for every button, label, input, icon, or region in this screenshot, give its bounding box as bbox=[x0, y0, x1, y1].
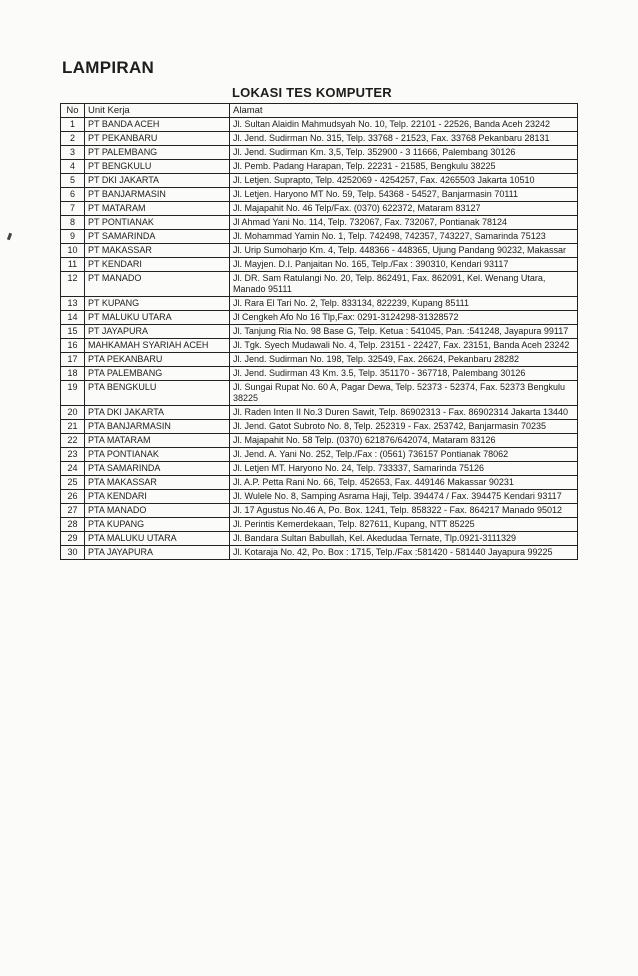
cell-no: 26 bbox=[61, 490, 85, 504]
table-row bbox=[61, 420, 578, 434]
table-row bbox=[61, 476, 578, 490]
cell-address: Jl. Rara El Tari No. 2, Telp. 833134, 822239, Kupang 85111 bbox=[230, 297, 578, 311]
cell-address: Jl. Jend. Sudirman No. 315, Telp. 33768 - 21523, Fax. 33768 Pekanbaru 28131 bbox=[230, 132, 578, 146]
cell-no: 30 bbox=[61, 546, 85, 560]
cell-no: 11 bbox=[61, 258, 85, 272]
cell-unit: PTA MATARAM bbox=[85, 434, 230, 448]
cell-no: 7 bbox=[61, 202, 85, 216]
table-row bbox=[61, 353, 578, 367]
cell-address: Jl. Urip Sumoharjo Km. 4, Telp. 448366 - 448365, Ujung Pandang 90232, Makassar bbox=[230, 244, 578, 258]
stray-mark bbox=[7, 233, 12, 241]
cell-no: 8 bbox=[61, 216, 85, 230]
column-header-unit: Unit Kerja bbox=[85, 104, 230, 118]
cell-address: Jl. Wulele No. 8, Samping Asrama Haji, Telp. 394474 / Fax. 394475 Kendari 93117 bbox=[230, 490, 578, 504]
cell-unit: PTA BENGKULU bbox=[85, 381, 230, 406]
table-header-row bbox=[61, 104, 578, 118]
cell-no: 15 bbox=[61, 325, 85, 339]
cell-unit: PTA PEKANBARU bbox=[85, 353, 230, 367]
cell-unit: PT MALUKU UTARA bbox=[85, 311, 230, 325]
table-row bbox=[61, 230, 578, 244]
cell-address: Jl. DR. Sam Ratulangi No. 20, Telp. 862491, Fax. 862091, Kel. Wenang Utara, Manado 95111 bbox=[230, 272, 578, 297]
cell-address: Jl. Jend. Sudirman No. 198, Telp. 32549, Fax. 26624, Pekanbaru 28282 bbox=[230, 353, 578, 367]
cell-no: 18 bbox=[61, 367, 85, 381]
location-table-container bbox=[60, 103, 577, 560]
cell-address: Jl. Tanjung Ria No. 98 Base G, Telp. Ketua : 541045, Pan. :541248, Jayapura 99117 bbox=[230, 325, 578, 339]
table-row bbox=[61, 462, 578, 476]
cell-unit: PT PEKANBARU bbox=[85, 132, 230, 146]
cell-address: Jl. Jend. Sudirman Km. 3,5, Telp. 352900 - 3 11666, Palembang 30126 bbox=[230, 146, 578, 160]
cell-unit: PT MATARAM bbox=[85, 202, 230, 216]
cell-unit: MAHKAMAH SYARIAH ACEH bbox=[85, 339, 230, 353]
table-row bbox=[61, 406, 578, 420]
cell-address: Jl Cengkeh Afo No 16 Tlp,Fax: 0291-3124298-31328572 bbox=[230, 311, 578, 325]
cell-no: 13 bbox=[61, 297, 85, 311]
cell-no: 28 bbox=[61, 518, 85, 532]
cell-unit: PT KENDARI bbox=[85, 258, 230, 272]
cell-no: 29 bbox=[61, 532, 85, 546]
table-row bbox=[61, 339, 578, 353]
cell-unit: PTA DKI JAKARTA bbox=[85, 406, 230, 420]
cell-no: 17 bbox=[61, 353, 85, 367]
cell-address: Jl. Majapahit No. 58 Telp. (0370) 621876/642074, Mataram 83126 bbox=[230, 434, 578, 448]
cell-address: Jl. Mohammad Yamin No. 1, Telp. 742498, 742357, 743227, Samarinda 75123 bbox=[230, 230, 578, 244]
cell-unit: PT JAYAPURA bbox=[85, 325, 230, 339]
table-row bbox=[61, 160, 578, 174]
table-row bbox=[61, 367, 578, 381]
cell-no: 2 bbox=[61, 132, 85, 146]
cell-unit: PT PONTIANAK bbox=[85, 216, 230, 230]
page-heading: LAMPIRAN bbox=[62, 58, 155, 77]
cell-no: 20 bbox=[61, 406, 85, 420]
table-row bbox=[61, 258, 578, 272]
cell-no: 25 bbox=[61, 476, 85, 490]
table-row bbox=[61, 216, 578, 230]
table-row bbox=[61, 448, 578, 462]
cell-unit: PT BENGKULU bbox=[85, 160, 230, 174]
cell-no: 24 bbox=[61, 462, 85, 476]
table-row bbox=[61, 202, 578, 216]
column-header-address: Alamat bbox=[230, 104, 578, 118]
table-row bbox=[61, 434, 578, 448]
cell-address: Jl. Letjen. Haryono MT No. 59, Telp. 54368 - 54527, Banjarmasin 70111 bbox=[230, 188, 578, 202]
cell-address: Jl. Kotaraja No. 42, Po. Box : 1715, Telp./Fax :581420 - 581440 Jayapura 99225 bbox=[230, 546, 578, 560]
cell-unit: PT MANADO bbox=[85, 272, 230, 297]
cell-address: Jl. Sungai Rupat No. 60 A, Pagar Dewa, Telp. 52373 - 52374, Fax. 52373 Bengkulu 38225 bbox=[230, 381, 578, 406]
table-row bbox=[61, 518, 578, 532]
table-title: LOKASI TES KOMPUTER bbox=[232, 85, 392, 100]
cell-unit: PTA PONTIANAK bbox=[85, 448, 230, 462]
cell-unit: PTA SAMARINDA bbox=[85, 462, 230, 476]
table-row bbox=[61, 381, 578, 406]
cell-unit: PTA MAKASSAR bbox=[85, 476, 230, 490]
cell-address: Jl. Jend. A. Yani No. 252, Telp./Fax : (0561) 736157 Pontianak 78062 bbox=[230, 448, 578, 462]
table-row bbox=[61, 532, 578, 546]
cell-no: 1 bbox=[61, 118, 85, 132]
cell-unit: PT BANJARMASIN bbox=[85, 188, 230, 202]
cell-address: Jl. Perintis Kemerdekaan, Telp. 827611, Kupang, NTT 85225 bbox=[230, 518, 578, 532]
cell-no: 14 bbox=[61, 311, 85, 325]
cell-address: Jl. 17 Agustus No.46 A, Po. Box. 1241, Telp. 858322 - Fax. 864217 Manado 95012 bbox=[230, 504, 578, 518]
cell-no: 3 bbox=[61, 146, 85, 160]
cell-no: 22 bbox=[61, 434, 85, 448]
cell-no: 27 bbox=[61, 504, 85, 518]
table-row bbox=[61, 132, 578, 146]
cell-no: 6 bbox=[61, 188, 85, 202]
cell-unit: PT DKI JAKARTA bbox=[85, 174, 230, 188]
table-row bbox=[61, 244, 578, 258]
cell-unit: PTA MANADO bbox=[85, 504, 230, 518]
cell-address: Jl. Jend. Sudirman 43 Km. 3.5, Telp. 351170 - 367718, Palembang 30126 bbox=[230, 367, 578, 381]
cell-unit: PTA MALUKU UTARA bbox=[85, 532, 230, 546]
cell-address: Jl. Letjen MT. Haryono No. 24, Telp. 733337, Samarinda 75126 bbox=[230, 462, 578, 476]
cell-no: 12 bbox=[61, 272, 85, 297]
cell-no: 16 bbox=[61, 339, 85, 353]
cell-unit: PTA BANJARMASIN bbox=[85, 420, 230, 434]
cell-address: Jl. Letjen. Suprapto, Telp. 4252069 - 4254257, Fax. 4265503 Jakarta 10510 bbox=[230, 174, 578, 188]
cell-no: 10 bbox=[61, 244, 85, 258]
cell-no: 19 bbox=[61, 381, 85, 406]
table-row bbox=[61, 188, 578, 202]
cell-address: Jl. Majapahit No. 46 Telp/Fax. (0370) 622372, Mataram 83127 bbox=[230, 202, 578, 216]
table-row bbox=[61, 174, 578, 188]
cell-no: 9 bbox=[61, 230, 85, 244]
table-row bbox=[61, 325, 578, 339]
cell-address: Jl. Tgk. Syech Mudawali No. 4, Telp. 23151 - 22427, Fax. 23151, Banda Aceh 23242 bbox=[230, 339, 578, 353]
cell-address: Jl. Bandara Sultan Babullah, Kel. Akedudaa Ternate, Tlp.0921-3111329 bbox=[230, 532, 578, 546]
cell-unit: PT KUPANG bbox=[85, 297, 230, 311]
table-row bbox=[61, 546, 578, 560]
cell-unit: PTA KUPANG bbox=[85, 518, 230, 532]
cell-address: Jl. A.P. Petta Rani No. 66, Telp. 452653, Fax. 449146 Makassar 90231 bbox=[230, 476, 578, 490]
cell-address: Jl. Raden Inten II No.3 Duren Sawit, Telp. 86902313 - Fax. 86902314 Jakarta 13440 bbox=[230, 406, 578, 420]
cell-unit: PT SAMARINDA bbox=[85, 230, 230, 244]
table-row bbox=[61, 272, 578, 297]
cell-unit: PT MAKASSAR bbox=[85, 244, 230, 258]
cell-address: Jl. Sultan Alaidin Mahmudsyah No. 10, Telp. 22101 - 22526, Banda Aceh 23242 bbox=[230, 118, 578, 132]
cell-address: Jl. Mayjen. D.I. Panjaitan No. 165, Telp./Fax : 390310, Kendari 93117 bbox=[230, 258, 578, 272]
table-row bbox=[61, 118, 578, 132]
cell-unit: PTA PALEMBANG bbox=[85, 367, 230, 381]
cell-address: Jl. Pemb. Padang Harapan, Telp. 22231 - 21585, Bengkulu 38225 bbox=[230, 160, 578, 174]
cell-no: 5 bbox=[61, 174, 85, 188]
cell-address: Jl Ahmad Yani No. 114, Telp. 732067, Fax. 732067, Pontianak 78124 bbox=[230, 216, 578, 230]
location-table bbox=[60, 103, 578, 560]
table-row bbox=[61, 311, 578, 325]
cell-no: 23 bbox=[61, 448, 85, 462]
cell-unit: PTA JAYAPURA bbox=[85, 546, 230, 560]
cell-no: 21 bbox=[61, 420, 85, 434]
cell-no: 4 bbox=[61, 160, 85, 174]
cell-unit: PT BANDA ACEH bbox=[85, 118, 230, 132]
cell-unit: PTA KENDARI bbox=[85, 490, 230, 504]
cell-unit: PT PALEMBANG bbox=[85, 146, 230, 160]
table-row bbox=[61, 504, 578, 518]
table-row bbox=[61, 490, 578, 504]
table-row bbox=[61, 146, 578, 160]
column-header-no: No bbox=[61, 104, 85, 118]
table-row bbox=[61, 297, 578, 311]
cell-address: Jl. Jend. Gatot Subroto No. 8, Telp. 252319 - Fax. 253742, Banjarmasin 70235 bbox=[230, 420, 578, 434]
table-body bbox=[61, 118, 578, 560]
